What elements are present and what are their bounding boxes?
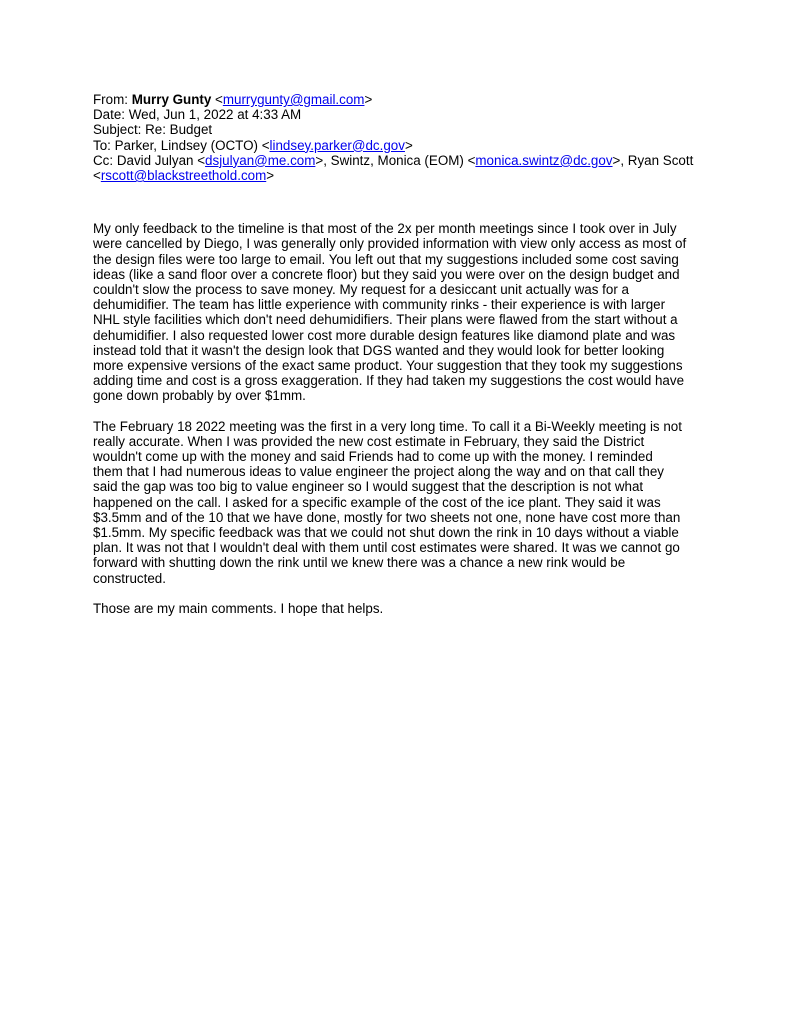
email-document (93, 92, 705, 631)
to-label: To: (93, 137, 111, 153)
cc-2-email-link[interactable]: monica.swintz@dc.gov (475, 152, 613, 168)
cc-3-name: Ryan Scott (627, 152, 694, 168)
email-body (93, 221, 705, 616)
date-line (93, 107, 705, 122)
subject-value: Re: Budget (145, 122, 213, 138)
body-paragraph-3: Those are my main comments. I hope that helps. (93, 600, 384, 616)
cc-3-email-link[interactable]: rscott@blackstreethold.com (100, 168, 267, 184)
cc-1-name: David Julyan (116, 152, 194, 168)
from-line: From: Murry Gunty <murrygunty@gmail.com> (93, 92, 373, 107)
sender-email-link[interactable]: murrygunty@gmail.com (222, 92, 365, 107)
email-header (93, 92, 705, 183)
to-line: To: Parker, Lindsey (OCTO) <lindsey.parker@dc.gov> (93, 137, 413, 153)
body-paragraph-1: My only feedback to the timeline is that most of the 2x per month meetings since I took over in July were cancelled by Diego, I was generally only provided information with view only access as most of the design files were too large to email. You left out that my suggestions included some cost saving ideas (like a sand floor over a concrete floor) but they said you were over on the design budget and couldn't slow the process to save money. My request for a desiccant unit actually was for a dehumidifier. The team has little experience with community rinks - their experience is with larger NHL style facilities which don't need dehumidifiers. Their plans were flawed from the start without a dehumidifier. I also requested lower cost more durable design features like diamond plate and was instead told that it wasn't the design look that DGS wanted and they would look for better looking more expensive versions of the exact same product. Your suggestion that they took my suggestions adding time and cost is a gross exaggeration. If they had taken my suggestions the cost would have gone down probably by over $1mm. (93, 221, 687, 404)
cc-2-name: Swintz, Monica (EOM) (330, 152, 464, 168)
cc-1-email-link[interactable]: dsjulyan@me.com (205, 152, 316, 168)
to-name: Parker, Lindsey (OCTO) (114, 137, 258, 153)
sender-name: Murry Gunty (131, 92, 212, 107)
cc-line: Cc: David Julyan <dsjulyan@me.com>, Swintz, Monica (EOM) <monica.swintz@dc.gov>, Ryan Scott <rscott@blackstreethold.com> (93, 152, 694, 184)
to-email-link[interactable]: lindsey.parker@dc.gov (269, 137, 405, 153)
date-value: Wed, Jun 1, 2022 at 4:33 AM (128, 107, 302, 123)
subject-line (93, 122, 705, 137)
cc-label: Cc: (93, 152, 114, 168)
date-label: Date: (93, 107, 126, 123)
body-paragraph-2: The February 18 2022 meeting was the first in a very long time. To call it a Bi-Weekly meeting is not really accurate. When I was provided the new cost estimate in February, they said the District wouldn't come up with the money and said Friends had to come up with the money. I reminded them that I had numerous ideas to value engineer the project along the way and on that call they said the gap was too big to value engineer so I would suggest that the description is not what happened on the call. I asked for a specific example of the cost of the ice plant. They said it was $3.5mm and of the 10 that we have done, mostly for two sheets not one, none have cost more than $1.5mm. My specific feedback was that we could not shut down the rink in 10 days without a viable plan. It was not that I wouldn't deal with them until cost estimates were shared. It was we cannot go forward with shutting down the rink until we knew there was a chance a new rink would be constructed. (93, 418, 682, 586)
subject-label: Subject: (93, 122, 142, 138)
from-label: From: (93, 92, 128, 107)
